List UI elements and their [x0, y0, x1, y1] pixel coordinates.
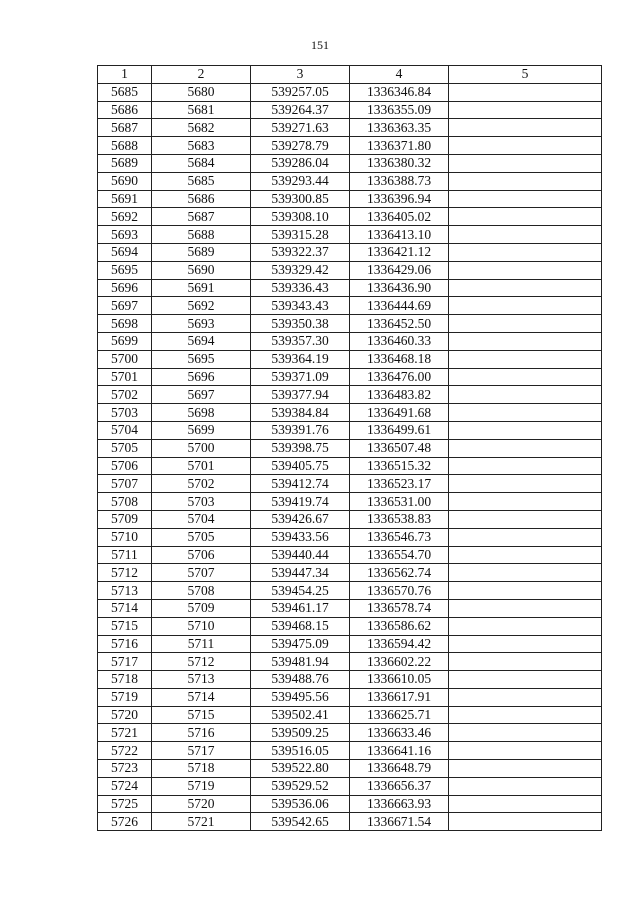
coordinates-table [97, 65, 602, 831]
table-cell: 5696 [98, 279, 152, 297]
table-cell [449, 599, 602, 617]
table-cell: 539536.06 [251, 795, 350, 813]
table-cell [449, 564, 602, 582]
table-cell [449, 510, 602, 528]
table-cell [449, 350, 602, 368]
table-cell: 1336656.37 [350, 777, 449, 795]
table-row [98, 582, 602, 600]
table-cell: 1336413.10 [350, 226, 449, 244]
column-header: 1 [98, 66, 152, 84]
table-cell: 539364.19 [251, 350, 350, 368]
table-cell: 539509.25 [251, 724, 350, 742]
table-cell: 5685 [152, 172, 251, 190]
table-row [98, 457, 602, 475]
table-cell: 5698 [98, 315, 152, 333]
table-cell: 5686 [152, 190, 251, 208]
table-cell: 5717 [98, 653, 152, 671]
table-cell: 5713 [98, 582, 152, 600]
table-row [98, 546, 602, 564]
table-cell: 5705 [152, 528, 251, 546]
table-cell: 539322.37 [251, 243, 350, 261]
table-cell: 5713 [152, 671, 251, 689]
table-cell: 1336429.06 [350, 261, 449, 279]
table-cell [449, 688, 602, 706]
table-cell [449, 635, 602, 653]
table-cell: 5694 [98, 243, 152, 261]
table-cell [449, 617, 602, 635]
table-row [98, 635, 602, 653]
table-row [98, 439, 602, 457]
table-cell: 1336452.50 [350, 315, 449, 333]
table-cell [449, 190, 602, 208]
page-number: 151 [311, 38, 329, 52]
table-cell [449, 742, 602, 760]
table-cell: 5718 [98, 671, 152, 689]
table-cell: 1336594.42 [350, 635, 449, 653]
table-row [98, 332, 602, 350]
table-row [98, 706, 602, 724]
table-cell: 539488.76 [251, 671, 350, 689]
table-cell [449, 528, 602, 546]
table-row [98, 813, 602, 831]
table-row [98, 421, 602, 439]
table-cell: 5694 [152, 332, 251, 350]
table-row [98, 688, 602, 706]
table-cell: 5693 [152, 315, 251, 333]
table-cell [449, 332, 602, 350]
table-cell [449, 724, 602, 742]
table-cell: 539377.94 [251, 386, 350, 404]
table-cell: 539278.79 [251, 137, 350, 155]
table-cell [449, 760, 602, 778]
table-row [98, 742, 602, 760]
table-cell: 539542.65 [251, 813, 350, 831]
table-cell: 5724 [98, 777, 152, 795]
table-cell [449, 795, 602, 813]
table-row [98, 510, 602, 528]
table-cell: 1336562.74 [350, 564, 449, 582]
table-cell: 5716 [152, 724, 251, 742]
table-cell: 539264.37 [251, 101, 350, 119]
table-cell [449, 706, 602, 724]
table-cell: 5709 [152, 599, 251, 617]
table-cell: 539286.04 [251, 154, 350, 172]
table-cell: 5701 [98, 368, 152, 386]
table-row [98, 154, 602, 172]
table-cell: 1336396.94 [350, 190, 449, 208]
column-header: 3 [251, 66, 350, 84]
table-cell: 1336610.05 [350, 671, 449, 689]
table-cell: 5722 [98, 742, 152, 760]
table-cell: 539502.41 [251, 706, 350, 724]
table-cell: 1336633.46 [350, 724, 449, 742]
table-cell: 5716 [98, 635, 152, 653]
table-cell: 5697 [98, 297, 152, 315]
table-cell [449, 243, 602, 261]
table-cell: 539293.44 [251, 172, 350, 190]
table-cell: 5702 [98, 386, 152, 404]
table-cell: 1336546.73 [350, 528, 449, 546]
table-cell [449, 813, 602, 831]
table-cell: 539257.05 [251, 83, 350, 101]
table-row [98, 386, 602, 404]
table-cell: 539405.75 [251, 457, 350, 475]
table-cell: 1336602.22 [350, 653, 449, 671]
table-row [98, 279, 602, 297]
table-row [98, 777, 602, 795]
table-cell: 1336625.71 [350, 706, 449, 724]
table-cell: 5687 [98, 119, 152, 137]
table-cell: 539454.25 [251, 582, 350, 600]
table-cell: 5708 [98, 493, 152, 511]
table-row [98, 172, 602, 190]
table-row [98, 137, 602, 155]
table-cell: 539300.85 [251, 190, 350, 208]
table-cell: 1336570.76 [350, 582, 449, 600]
table-cell: 5720 [152, 795, 251, 813]
table-cell: 5695 [98, 261, 152, 279]
table-cell [449, 279, 602, 297]
table-cell: 539461.17 [251, 599, 350, 617]
table-cell: 539357.30 [251, 332, 350, 350]
table-row [98, 528, 602, 546]
table-cell: 1336444.69 [350, 297, 449, 315]
table-cell [449, 386, 602, 404]
table-cell: 1336671.54 [350, 813, 449, 831]
table-cell: 5690 [152, 261, 251, 279]
table-cell: 539468.15 [251, 617, 350, 635]
table-cell: 5680 [152, 83, 251, 101]
table-cell: 5707 [152, 564, 251, 582]
table-row [98, 599, 602, 617]
table-cell: 5703 [98, 404, 152, 422]
table-header-row [98, 66, 602, 84]
table-cell: 5700 [98, 350, 152, 368]
table-cell: 539440.44 [251, 546, 350, 564]
table-cell [449, 777, 602, 795]
table-cell: 5710 [152, 617, 251, 635]
table-cell: 5725 [98, 795, 152, 813]
table-cell: 1336586.62 [350, 617, 449, 635]
table-cell [449, 404, 602, 422]
table-cell: 5715 [98, 617, 152, 635]
table-cell: 5698 [152, 404, 251, 422]
table-row [98, 243, 602, 261]
table-row [98, 208, 602, 226]
table-cell: 5704 [152, 510, 251, 528]
table-row [98, 368, 602, 386]
table-cell: 5688 [152, 226, 251, 244]
table-cell [449, 137, 602, 155]
table-cell: 5689 [98, 154, 152, 172]
table-cell: 539384.84 [251, 404, 350, 422]
table-row [98, 564, 602, 582]
table-row [98, 350, 602, 368]
table-cell: 1336499.61 [350, 421, 449, 439]
table-cell: 539343.43 [251, 297, 350, 315]
table-cell: 5695 [152, 350, 251, 368]
table-row [98, 795, 602, 813]
table-cell [449, 83, 602, 101]
table-cell: 1336436.90 [350, 279, 449, 297]
table-cell [449, 101, 602, 119]
column-header: 4 [350, 66, 449, 84]
table-cell: 539481.94 [251, 653, 350, 671]
table-cell: 539433.56 [251, 528, 350, 546]
table-cell: 539371.09 [251, 368, 350, 386]
table-row [98, 83, 602, 101]
table-cell: 5718 [152, 760, 251, 778]
table-cell: 1336346.84 [350, 83, 449, 101]
table-row [98, 190, 602, 208]
table-row [98, 724, 602, 742]
table-cell: 1336355.09 [350, 101, 449, 119]
table-cell: 5711 [98, 546, 152, 564]
table-cell: 5699 [98, 332, 152, 350]
table-row [98, 404, 602, 422]
table-row [98, 671, 602, 689]
table-cell: 5681 [152, 101, 251, 119]
table-cell: 5726 [98, 813, 152, 831]
table-cell: 539336.43 [251, 279, 350, 297]
table-row [98, 653, 602, 671]
table-cell: 1336363.35 [350, 119, 449, 137]
table-cell [449, 297, 602, 315]
table-cell: 1336648.79 [350, 760, 449, 778]
table-cell [449, 154, 602, 172]
table-cell: 1336405.02 [350, 208, 449, 226]
table-cell: 5705 [98, 439, 152, 457]
table-cell: 1336388.73 [350, 172, 449, 190]
table-cell [449, 261, 602, 279]
table-cell: 5723 [98, 760, 152, 778]
table-row [98, 617, 602, 635]
table-cell: 539398.75 [251, 439, 350, 457]
table-cell: 5689 [152, 243, 251, 261]
table-cell [449, 653, 602, 671]
table-cell: 539271.63 [251, 119, 350, 137]
table-cell: 539391.76 [251, 421, 350, 439]
table-cell: 1336421.12 [350, 243, 449, 261]
table-cell: 539329.42 [251, 261, 350, 279]
table-cell: 539516.05 [251, 742, 350, 760]
table-cell: 1336515.32 [350, 457, 449, 475]
table-cell: 539315.28 [251, 226, 350, 244]
table-cell [449, 226, 602, 244]
table-cell: 5721 [98, 724, 152, 742]
table-cell: 5721 [152, 813, 251, 831]
table-cell: 5690 [98, 172, 152, 190]
table-cell: 5712 [152, 653, 251, 671]
table-cell: 5700 [152, 439, 251, 457]
table-cell: 5706 [98, 457, 152, 475]
table-row [98, 226, 602, 244]
table-cell [449, 368, 602, 386]
table-cell: 5692 [152, 297, 251, 315]
table-cell [449, 439, 602, 457]
table-cell: 539522.80 [251, 760, 350, 778]
table-cell [449, 457, 602, 475]
table-cell: 539412.74 [251, 475, 350, 493]
table-cell: 5714 [152, 688, 251, 706]
table-cell: 1336371.80 [350, 137, 449, 155]
table-row [98, 297, 602, 315]
table-cell [449, 315, 602, 333]
table-cell: 5699 [152, 421, 251, 439]
table-cell: 5688 [98, 137, 152, 155]
table-row [98, 261, 602, 279]
table-cell: 1336538.83 [350, 510, 449, 528]
table-cell [449, 208, 602, 226]
table-cell: 5709 [98, 510, 152, 528]
table-cell: 5702 [152, 475, 251, 493]
table-cell: 5686 [98, 101, 152, 119]
table-cell: 539475.09 [251, 635, 350, 653]
table-cell: 1336380.32 [350, 154, 449, 172]
table-cell: 539529.52 [251, 777, 350, 795]
table-body [98, 83, 602, 830]
table-cell: 5714 [98, 599, 152, 617]
table-cell: 1336476.00 [350, 368, 449, 386]
table-cell: 1336483.82 [350, 386, 449, 404]
table-cell [449, 671, 602, 689]
table-cell [449, 421, 602, 439]
table-cell [449, 119, 602, 137]
table-cell: 539350.38 [251, 315, 350, 333]
table-cell: 5707 [98, 475, 152, 493]
table-cell: 1336578.74 [350, 599, 449, 617]
table-cell: 1336460.33 [350, 332, 449, 350]
table-row [98, 475, 602, 493]
table-cell: 5710 [98, 528, 152, 546]
table-cell: 5696 [152, 368, 251, 386]
table-row [98, 493, 602, 511]
column-header: 2 [152, 66, 251, 84]
table-cell: 1336663.93 [350, 795, 449, 813]
table-cell: 5703 [152, 493, 251, 511]
table-cell: 5715 [152, 706, 251, 724]
table-cell: 5684 [152, 154, 251, 172]
column-header: 5 [449, 66, 602, 84]
table-cell: 5701 [152, 457, 251, 475]
table-cell: 5720 [98, 706, 152, 724]
table-cell [449, 172, 602, 190]
table-cell: 5691 [152, 279, 251, 297]
table-cell: 1336468.18 [350, 350, 449, 368]
table-cell: 539419.74 [251, 493, 350, 511]
table-row [98, 119, 602, 137]
table-cell [449, 582, 602, 600]
table-cell: 5687 [152, 208, 251, 226]
table-row [98, 101, 602, 119]
table-cell: 1336491.68 [350, 404, 449, 422]
table-cell: 539495.56 [251, 688, 350, 706]
table-cell: 1336554.70 [350, 546, 449, 564]
table-cell: 539447.34 [251, 564, 350, 582]
table-row [98, 760, 602, 778]
table-cell [449, 493, 602, 511]
table-cell: 1336641.16 [350, 742, 449, 760]
table-cell: 1336531.00 [350, 493, 449, 511]
table-cell: 5683 [152, 137, 251, 155]
table-cell: 5697 [152, 386, 251, 404]
table-cell: 5693 [98, 226, 152, 244]
table-row [98, 315, 602, 333]
table-cell: 5691 [98, 190, 152, 208]
table-cell: 5719 [152, 777, 251, 795]
table-cell: 5682 [152, 119, 251, 137]
table-cell: 5717 [152, 742, 251, 760]
table-cell: 539308.10 [251, 208, 350, 226]
table-cell [449, 546, 602, 564]
table-cell: 5708 [152, 582, 251, 600]
table-cell: 5685 [98, 83, 152, 101]
table-cell: 1336523.17 [350, 475, 449, 493]
table-cell: 539426.67 [251, 510, 350, 528]
table-cell: 5706 [152, 546, 251, 564]
table-cell: 5704 [98, 421, 152, 439]
table-cell: 5719 [98, 688, 152, 706]
table-cell: 5712 [98, 564, 152, 582]
table-cell [449, 475, 602, 493]
table-cell: 1336507.48 [350, 439, 449, 457]
table-cell: 1336617.91 [350, 688, 449, 706]
table-cell: 5692 [98, 208, 152, 226]
table-cell: 5711 [152, 635, 251, 653]
